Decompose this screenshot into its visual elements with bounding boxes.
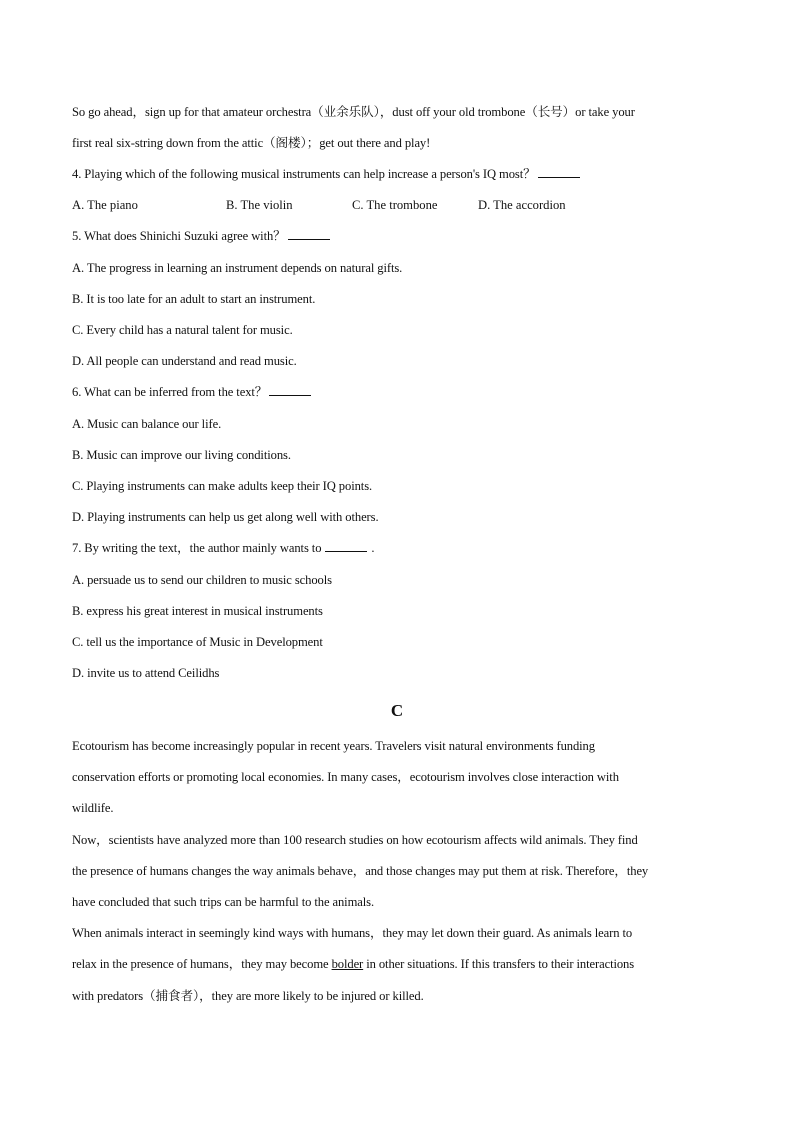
question-7-option-b: B. express his great interest in musical instruments (72, 604, 323, 618)
question-5-option-d: D. All people can understand and read music. (72, 354, 297, 368)
question-5-option-c: C. Every child has a natural talent for music. (72, 323, 293, 337)
question-7-stem: 7. By writing the text，the author mainly wants to . (72, 541, 375, 555)
answer-blank[interactable] (325, 540, 367, 552)
question-5-option-b: B. It is too late for an adult to start an instrument. (72, 292, 316, 306)
answer-blank[interactable] (288, 228, 330, 240)
passage-c-line: the presence of humans changes the way animals behave，and those changes may put them at risk. Therefore，they (72, 864, 649, 878)
passage-c-line: with predators（捕食者），they are more likely to be injured or killed. (72, 989, 424, 1003)
passage-line: So go ahead，sign up for that amateur orchestra（业余乐队），dust off your old trombone（长号）or take your (72, 105, 635, 119)
passage-line: first real six-string down from the attic（阁楼）；get out there and play! (72, 136, 431, 150)
question-4-stem: 4. Playing which of the following musical instruments can help increase a person's IQ most？ (72, 166, 580, 182)
passage-c-line: wildlife. (72, 801, 114, 815)
question-4-option-c: C. The trombone (352, 198, 438, 212)
underlined-word: bolder (331, 957, 364, 971)
answer-blank[interactable] (269, 384, 311, 396)
passage-c-line: have concluded that such trips can be harmful to the animals. (72, 895, 374, 909)
question-7-option-c: C. tell us the importance of Music in Development (72, 635, 323, 649)
question-4-option-d: D. The accordion (478, 198, 566, 212)
section-title: C (390, 701, 404, 720)
passage-c-line: When animals interact in seemingly kind ways with humans，they may let down their guard. As animals learn to (72, 926, 633, 940)
passage-c-line: conservation efforts or promoting local economies. In many cases，ecotourism involves close interaction with (72, 770, 619, 784)
question-7-option-a: A. persuade us to send our children to music schools (72, 573, 332, 587)
question-4-option-a: A. The piano (72, 198, 138, 212)
passage-c-line: Now，scientists have analyzed more than 100 research studies on how ecotourism affects wild animals. They find (72, 833, 638, 847)
question-6-option-b: B. Music can improve our living conditions. (72, 448, 291, 462)
question-5-option-a: A. The progress in learning an instrument depends on natural gifts. (72, 261, 403, 275)
passage-c-line: Ecotourism has become increasingly popular in recent years. Travelers visit natural environments funding (72, 739, 595, 753)
question-7-option-d: D. invite us to attend Ceilidhs (72, 666, 220, 680)
question-6-option-c: C. Playing instruments can make adults keep their IQ points. (72, 479, 373, 493)
passage-c-line: relax in the presence of humans，they may become bolder in other situations. If this transfers to their interactions (72, 957, 635, 971)
question-6-option-a: A. Music can balance our life. (72, 417, 222, 431)
question-5-stem: 5. What does Shinichi Suzuki agree with？ (72, 228, 330, 244)
question-6-stem: 6. What can be inferred from the text？ (72, 384, 311, 400)
question-4-option-b: B. The violin (226, 198, 293, 212)
answer-blank[interactable] (538, 166, 580, 178)
question-6-option-d: D. Playing instruments can help us get along well with others. (72, 510, 379, 524)
